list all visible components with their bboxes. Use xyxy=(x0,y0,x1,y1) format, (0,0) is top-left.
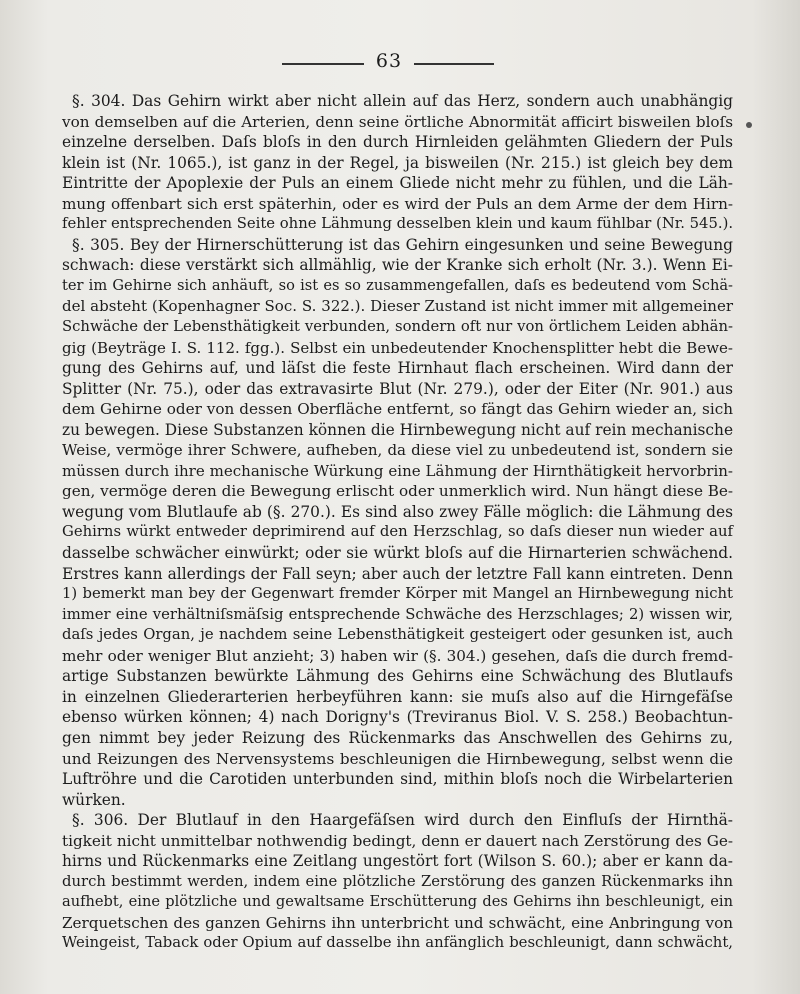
text-line: in einzelnen Gliederarterien herbeyführen kann: sie muſs also auf die Hirngefäſse xyxy=(62,687,733,706)
text-line: Erstres kann allerdings der Fall seyn; aber auch der letztre Fall kann eintreten. Denn xyxy=(62,564,733,583)
header-rule-left xyxy=(282,63,364,65)
text-line: und Reizungen des Nervensystems beschleunigen die Hirnbewegung, selbst wenn die xyxy=(62,749,733,768)
text-line: gen nimmt bey jeder Reizung des Rückenmarks das Anschwellen des Gehirns zu, xyxy=(62,728,733,747)
text-line: tigkeit nicht unmittelbar nothwendig bedingt, denn er dauert nach Zerstörung des Ge- xyxy=(62,831,733,850)
text-line: artige Substanzen bewürkte Lähmung des Gehirns eine Schwächung des Blutlaufs xyxy=(62,667,733,686)
text-line: gig (Beyträge I. S. 112. fgg.). Selbst ein unbedeutender Knochensplitter hebt die Bewe- xyxy=(62,338,733,357)
text-line: Zerquetschen des ganzen Gehirns ihn unterbricht und schwächt, eine Anbringung von xyxy=(62,913,733,932)
text-line: fehler entsprechenden Seite ohne Lähmung desselben klein und kaum fühlbar (Nr. 545.). xyxy=(62,215,734,233)
text-line: immer eine verhältniſsmäſsig entsprechende Schwäche des Herzschlages; 2) wissen wir, xyxy=(62,605,733,623)
text-line: daſs jedes Organ, je nachdem seine Lebensthätigkeit gesteigert oder gesunken ist, auch xyxy=(62,626,733,644)
text-line: Gehirns würkt entweder deprimirend auf den Herzschlag, so daſs dieser nun wieder auf xyxy=(62,523,733,541)
text-line: mung offenbart sich erst späterhin, oder es wird der Puls an dem Arme der dem Hirn- xyxy=(62,194,733,213)
text-line: Eintritte der Apoplexie der Puls an einem Gliede nicht mehr zu fühlen, und die Läh- xyxy=(62,174,733,193)
text-line: zu bewegen. Diese Substanzen können die Hirnbewegung nicht auf rein mechanische xyxy=(62,420,734,439)
text-line: ebenso würken können; 4) nach Dorigny's (Treviranus Biol. V. S. 258.) Beobachtun- xyxy=(62,708,733,727)
page-number: 63 xyxy=(375,50,403,72)
text-line: von demselben auf die Arterien, denn seine örtliche Abnormität afficirt bisweilen bloſs xyxy=(62,112,733,131)
page-body xyxy=(62,91,733,954)
text-line: einzelne derselben. Daſs bloſs in den durch Hirnleiden gelähmten Gliedern der Puls xyxy=(62,133,733,152)
text-line: aufhebt, eine plötzliche und gewaltsame Erschütterung des Gehirns ihn beschleunigt, ein xyxy=(62,893,733,911)
text-line: Luftröhre und die Carotiden unterbunden sind, mithin bloſs noch die Wirbelarterien xyxy=(62,770,733,789)
paragraph-304 xyxy=(62,91,733,235)
text-line: durch bestimmt werden, indem eine plötzliche Zerstörung des ganzen Rückenmarks ihn xyxy=(62,872,733,890)
text-line: würken. xyxy=(62,790,126,809)
text-line: klein ist (Nr. 1065.), ist ganz in der Regel, ja bisweilen (Nr. 215.) ist gleich bey dem xyxy=(62,153,733,172)
paragraph-305 xyxy=(62,235,733,810)
text-line: gung des Gehirns auf, und läſst die feste Hirnhaut flach erscheinen. Wird dann der xyxy=(62,359,733,378)
text-line: mehr oder weniger Blut anzieht; 3) haben wir (§. 304.) gesehen, daſs die durch fremd- xyxy=(62,646,733,665)
text-line: dem Gehirne oder von dessen Oberfläche entfernt, so fängt das Gehirn wieder an, sich xyxy=(62,400,733,419)
margin-mark xyxy=(746,122,752,128)
page-header xyxy=(0,50,800,74)
text-line: gen, vermöge deren die Bewegung erlischt oder unmerklich wird. Nun hängt diese Be- xyxy=(62,482,734,501)
text-line: Splitter (Nr. 75.), oder das extravasirte Blut (Nr. 279.), oder der Eiter (Nr. 901.) aus xyxy=(62,379,733,398)
text-line: Weise, vermöge ihrer Schwere, aufheben, da diese viel zu unbedeutend ist, sondern sie xyxy=(62,441,733,460)
text-line: del absteht (Kopenhagner Soc. S. 322.). Dieser Zustand ist nicht immer mit allgemeiner xyxy=(62,297,733,316)
header-rule-right xyxy=(414,63,494,65)
text-line: müssen durch ihre mechanische Würkung eine Lähmung der Hirnthätigkeit hervorbrin- xyxy=(62,461,733,480)
text-line: §. 305. Bey der Hirnerschütterung ist das Gehirn eingesunken und seine Bewegung xyxy=(72,235,733,254)
text-line: dasselbe schwächer einwürkt; oder sie würkt bloſs auf die Hirnarterien schwächend. xyxy=(62,544,733,563)
text-line: 1) bemerkt man bey der Gegenwart fremder Körper mit Mangel an Hirnbewegung nicht xyxy=(62,585,733,603)
text-line: Schwäche der Lebensthätigkeit verbunden, sondern oft nur von örtlichem Leiden abhän- xyxy=(62,318,733,336)
text-line: schwach: diese verstärkt sich allmählig, wie der Kranke sich erholt (Nr. 3.). Wenn Ei- xyxy=(62,256,733,275)
text-line: §. 306. Der Blutlauf in den Haargefäſsen wird durch den Einfluſs der Hirnthä- xyxy=(72,811,733,830)
text-line: Weingeist, Taback oder Opium auf dasselbe ihn anfänglich beschleunigt, dann schwächt, xyxy=(62,934,733,952)
text-line: ter im Gehirne sich anhäuft, so ist es so zusammengefallen, daſs es bedeutend vom Schä- xyxy=(62,276,733,294)
text-line: hirns und Rückenmarks eine Zeitlang ungestört fort (Wilson S. 60.); aber er kann da- xyxy=(62,852,733,871)
text-line: §. 304. Das Gehirn wirkt aber nicht allein auf das Herz, sondern auch unabhängig xyxy=(72,92,733,110)
text-line: wegung vom Blutlaufe ab (§. 270.). Es sind also zwey Fälle möglich: die Lähmung des xyxy=(62,502,733,521)
paragraph-306 xyxy=(62,810,733,954)
